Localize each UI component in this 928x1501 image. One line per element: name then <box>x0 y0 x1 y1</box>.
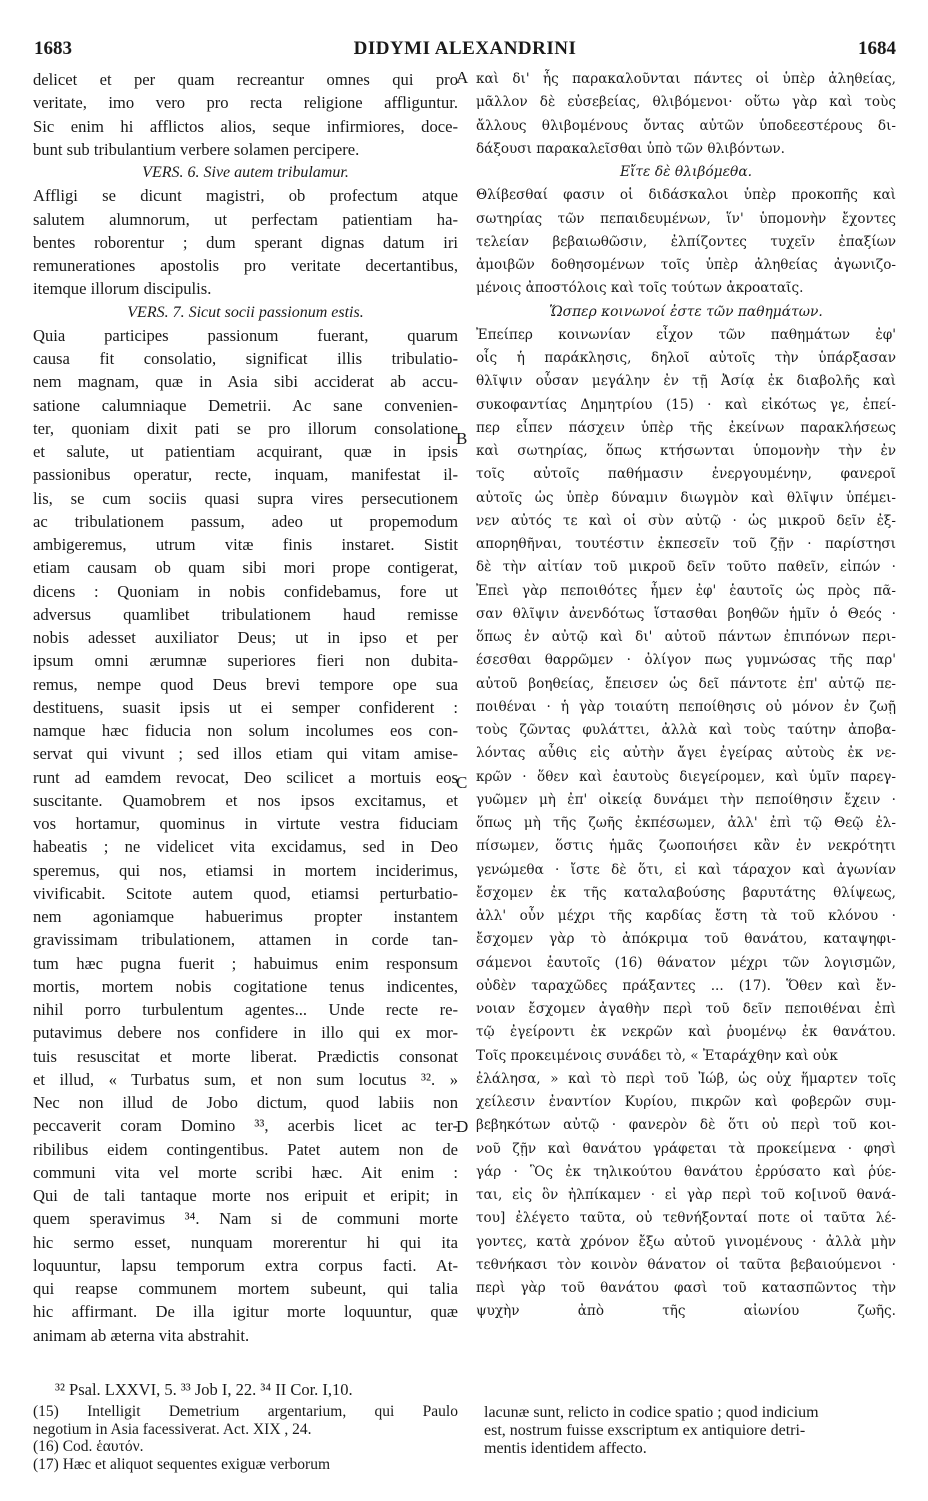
text-line: namque hæc fiducia non solum incolumes eos con- <box>33 721 458 740</box>
text-line: gravissimam tribulationem, attamen in corde tan- <box>33 930 458 950</box>
text-line: itemque illorum discipulis. <box>33 279 212 299</box>
text-line: ται, εἰς ὃν ἠλπίκαμεν · εἰ γὰρ περὶ τοῦ κο[ινοῦ θανά- <box>476 1187 896 1203</box>
margin-letter-b: B <box>456 429 468 448</box>
margin-letter-d: D <box>456 1117 469 1136</box>
text-line: habeatis ; ne videlicet vita excidamus, sed in Deo <box>33 837 458 857</box>
text-line: χείλεσιν ἐναντίον Κυρίου, πικρῶν καὶ φοβερῶν συμ- <box>476 1094 896 1110</box>
text-line: Ἐπεὶ γὰρ πεποιθότες ἦμεν ἐφ' ἑαυτοῖς ὡς πρὸς πᾶ- <box>476 582 896 599</box>
text-line: αὐτοῦ βοηθείας, ἔπεισεν ὡς δεῖ πάντοτε ἐπ' αὐτῷ πε- <box>476 675 896 692</box>
text-line: οὐδὲν ταραχῶδες πράξαντες ... (17). Ὅθεν καὶ ἔν- <box>476 977 896 994</box>
text-line: κρῶν · ὅθεν καὶ ἑαυτοὺς διεγείρομεν, καὶ ὑμῖν παρεγ- <box>476 768 896 785</box>
verse-heading: Εἴτε δὲ θλιβόμεθα. <box>619 164 753 180</box>
text-line: passionibus operatur, recte, inquam, manifestat il- <box>33 465 458 485</box>
text-line: ποιθέναι · ἡ γὰρ τοιαύτη πεποίθησις οὐ μόνον ἐν ζωῇ <box>476 698 896 715</box>
text-line: destituens, suasit ipsis ut ei semper confiderent : <box>33 697 458 717</box>
text-line: δὲ τὴν αἰτίαν τοῦ μικροῦ δεῖν τοῦτο παθεῖν, εἰπών · <box>476 559 896 576</box>
text-line: bentes roborentur ; dum sperant dignas datum iri <box>33 232 458 252</box>
verse-heading: Ὥσπερ κοινωνοί ἐστε τῶν παθημάτων. <box>549 303 823 320</box>
text-line: ψυχὴν ἀπὸ τῆς αἰωνίου ζωῆς. <box>476 1303 896 1320</box>
text-line: τελείαν βεβαιωθῶσιν, ἐλπίζοντες τυχεῖν ἐπαξίων <box>476 233 896 250</box>
text-line: σάμενοι ἑαυτοῖς (16) θάνατον μέχρι τῶν λογισμῶν, <box>476 954 896 971</box>
text-line: Quia participes passionum fuerant, quarum <box>33 325 458 345</box>
text-line: ἔσχομεν ἐκ τῆς καταλαβούσης βαρυτάτης θλίψεως, <box>476 884 896 901</box>
page-header <box>34 38 896 62</box>
text-line: καὶ δι' ἧς παρακαλοῦνται πάντες οἱ ὑπὲρ ἀληθείας, <box>476 71 896 87</box>
text-line: ἔσχομεν γὰρ τὸ ἀπόκριμα τοῦ θανάτου, καταψηφι- <box>476 931 896 948</box>
text-line: γοντες, κατὰ χρόνον ἔξω αὐτοῦ γινομένους · ἀλλὰ μὴν <box>476 1233 896 1250</box>
page-number-left: 1683 <box>34 38 72 59</box>
text-line: γάρ · Ὃς ἐκ τηλικούτου θανάτου ἐρρύσατο καὶ ῥύε- <box>476 1163 896 1180</box>
text-line: lacunæ sunt, relicto in codice spatio ; quod indicium <box>484 1404 819 1421</box>
text-line: συκοφαντίας Δημητρίου (15) · καὶ εἰκότως γε, ἐπεί- <box>476 396 896 413</box>
text-line: qui reapse communem mortem subeunt, qui talia <box>33 1279 458 1298</box>
margin-letter-c: C <box>456 773 468 792</box>
text-line: καὶ σωτηρίας, ὅπως κτήσωνται ὑπομονὴν τὴν ἐν <box>476 443 896 459</box>
text-line: ambigeremus, utrum vitæ finis instaret. Sistit <box>33 535 458 554</box>
text-line: causa fit consolatio, significat illis tribulatio- <box>33 349 458 368</box>
footnotes-right <box>484 1404 894 1458</box>
text-line: lis, se cum sociis quasi supra vires persecutionem <box>33 488 458 508</box>
text-line: νεν αὐτός τε καὶ οἱ σὺν αὐτῷ · ὡς μικροῦ δεῖν ἐξ- <box>476 512 896 529</box>
text-line: ἀμοιβῶν δοθησομένων τοῖς ὑπὲρ ἀληθείας ἀγωνιζο- <box>476 257 896 273</box>
running-title: DIDYMI ALEXANDRINI <box>353 38 577 59</box>
text-line: et illud, « Turbatus sum, et non sum locutus ³². » <box>33 1069 458 1089</box>
text-line: πίσωμεν, ὅστις ἡμᾶς ζωοποιήσει κἂν ἐν νεκρότητι <box>476 838 896 855</box>
text-line: adversus quamlibet tribulationem haud remisse <box>33 604 458 624</box>
text-line: ἀλλ' οὖν μέχρι τῆς καρδίας ἔστη τὰ τοῦ κλόνου · <box>476 908 896 924</box>
text-line: quem speravimus ³⁴. Nam si de communi morte <box>33 1209 458 1229</box>
text-line: satione calumniaque Demetrii. Ac sane convenien- <box>33 395 458 415</box>
text-line: nobis adesset auxiliator Deus; ut in ipso et per <box>33 628 458 647</box>
text-line: ἄλλους θλιβομένους ὄντας αὐτῶν ὑποδεεστέρους δι- <box>476 117 896 134</box>
text-line: nihil porro turbulentum agentes... Unde recte re- <box>33 1000 458 1019</box>
text-line: dicens : Quoniam in nobis confidebamus, fore ut <box>33 581 458 601</box>
text-line: γυῶμεν μὴ ἐπ' οἰκείᾳ δυνάμει τὴν πεποίθησιν ἔχειν · <box>476 791 896 808</box>
text-line: suscitante. Quamobrem et nos ipsos excitamus, et <box>33 790 458 810</box>
text-line: tum hæc pugna fuerit ; habuimus enim responsum <box>33 953 458 973</box>
text-line: μᾶλλον δὲ εὐσεβείας, θλιβόμενοι· οὕτω γὰρ καὶ τοὺς <box>476 94 896 111</box>
text-line: remunerationes apostolis pro veritate decertantibus, <box>33 256 458 275</box>
footnotes-left <box>33 1403 458 1473</box>
greek-column <box>476 68 896 1324</box>
text-line: est, nostrum fuisse exscriptum ex antiquiore detri- <box>484 1422 806 1439</box>
margin-letter-a: A <box>456 68 469 87</box>
text-line: ὅπως ἐν αὐτῷ καὶ δι' αὐτοῦ πάντων ἐπιπόνων περι- <box>476 629 896 645</box>
verse-heading: VERS. 6. Sive autem tribulamur. <box>142 164 349 181</box>
text-line: hic sermo esset, nunquam morerentur hi qui ita <box>33 1232 458 1252</box>
text-line: αὐτοῖς ὡς ὑπὲρ δύναμιν διωγμὸν καὶ θλῖψιν ὑπέμει- <box>476 489 896 506</box>
text-line: νοῦ ζῇν καὶ θανάτου γράφεται τὰ προκείμενα · φησὶ <box>476 1140 896 1157</box>
text-line: speremus, qui nos, etiamsi in mortem inciderimus, <box>33 860 458 880</box>
text-line: τοῖς αὐτοῖς παθήμασιν ἐνεργουμένην, φανεροῖ <box>476 466 896 483</box>
text-line: σαν θλῖψιν ἀνενδότως ἵστασθαι βοηθῶν ἡμῖν ὁ Θεός · <box>476 605 896 622</box>
text-line: peccaverit coram Domino ³³, acerbis licet ac ter- <box>33 1116 458 1136</box>
text-line: τοὺς ζῶντας φυλάττει, ἀλλὰ καὶ τοὺς ταύτην ἀποβα- <box>476 722 896 738</box>
text-line: μένοις ἀποστόλοις καὶ τοῖς τούτων ἀκροαταῖς. <box>476 280 804 297</box>
text-line: ac tribulationem passum, adeo ut propemodum <box>33 511 458 531</box>
verse-heading: VERS. 7. Sicut socii passionum estis. <box>127 303 364 321</box>
text-line: Nec non illud de Jobo dictum, quod labiis non <box>33 1093 458 1112</box>
text-line: τεθνήκασι τὸν κοινὸν θάνατον οἱ ταῦτα βεβαιούμενοι · <box>476 1256 896 1273</box>
text-line: runt ad eamdem revocat, Deo scilicet a mortuis eos <box>33 767 458 787</box>
text-line: et salute, ut patientiam acquirant, quæ in ipsis <box>33 442 458 461</box>
text-line: mortis, mortem nobis cogitatione tenus indicentes, <box>33 976 458 996</box>
text-line: vos hortamur, quominus in virtute vestra fiduciam <box>33 814 458 833</box>
text-line: loquuntur, lapsu temporum extra corpus facti. At- <box>33 1255 458 1275</box>
text-line: ἐλάλησα, » καὶ τὸ περὶ τοῦ Ἰώβ, ὡς οὐχ ἥμαρτεν τοῖς <box>476 1070 896 1087</box>
text-line: Ἐπείπερ κοινωνίαν εἶχον τῶν παθημάτων ἐφ' <box>476 326 896 343</box>
text-line: Affligi se dicunt magistri, ob profectum atque <box>33 186 458 206</box>
text-line: του] ἐλέγετο ταῦτα, οὐ τεθνήξονταί ποτε οἱ ταῦτα λέ- <box>476 1210 896 1227</box>
text-line: bunt sub tribulantium verbere solamen percipere. <box>33 139 360 159</box>
text-line: θλῖψιν οὖσαν μεγάλην ἐν τῇ Ἀσίᾳ ἐκ διαβολῆς καὶ <box>476 373 896 390</box>
text-line: salutem alumnorum, ut perfectam patientiam ha- <box>33 209 458 229</box>
scripture-references: ³² Psal. LXXVI, 5. ³³ Job I, 22. ³⁴ II Cor. I,10. <box>55 1380 353 1399</box>
text-line: communi vita vel morte scribi hæc. Ait enim : <box>33 1162 458 1182</box>
text-line: νοιαν ἔσχομεν ἀγαθὴν περὶ τοῦ δεῖν πεποιθέναι ἐπὶ <box>476 1001 896 1017</box>
text-line: nem magnam, quæ in Asia sibi acciderat ab accu- <box>33 372 458 392</box>
text-line: (15) Intelligit Demetrium argentarium, qui Paulo <box>33 1403 458 1420</box>
text-line: negotium in Asia facessiverat. Act. XIX , 24. <box>33 1420 312 1438</box>
text-line: ter, quoniam dixit pati se pro illorum consolatione <box>33 418 458 438</box>
text-line: etiam causam ob quam sibi mori prope contigerat, <box>33 558 458 578</box>
text-line: remus, nempe quod Deus brevi tempore ope sua <box>33 674 458 694</box>
text-line: έσεσθαι θαρρῶμεν · ὀλίγον πως γυμνώσας τῆς παρ' <box>476 652 896 669</box>
text-line: delicet et per quam recreantur omnes qui pro <box>33 70 458 89</box>
text-line: servat qui vivunt ; sed illos etiam qui vitam amise- <box>33 744 458 764</box>
text-line: βεβηκότων αὐτῷ · φανερὸν δὲ ὅτι οὐ περὶ τοῦ κοι- <box>476 1117 896 1134</box>
text-line: ipsum omni ærumnæ superiores fieri non dubita- <box>33 651 458 671</box>
text-line: (16) Cod. ἑαυτόν. <box>33 1438 144 1455</box>
text-line: ribilibus eidem contingentibus. Patet autem non de <box>33 1139 458 1159</box>
text-line: περ εἶπεν πάσχειν ὑπὲρ τῆς ἐκείνων παρακλήσεως <box>476 419 896 436</box>
text-line: tuis resuscitat et morte liberat. Prædictis consonat <box>33 1046 458 1066</box>
page-number-right: 1684 <box>858 38 896 59</box>
text-line: ὅπως μὴ τῆς ζωῆς ἐκπέσωμεν, ἀλλ' ἐπὶ τῷ Θεῷ ἐλ- <box>476 815 896 831</box>
text-line: λόντας αὖθις εἰς αὐτὴν ἄγει ἐγείρας αὐτοὺς ἐκ νε- <box>476 745 896 762</box>
text-line: animam ab æterna vita abstrahit. <box>33 1325 250 1345</box>
latin-column <box>33 68 458 1347</box>
text-line: οἷς ἡ παράκλησις, δηλοῖ αὐτοῖς τὴν ὑπάρξασαν <box>476 350 896 366</box>
text-line: τῷ ἐγείροντι ἐκ νεκρῶν καὶ ῥυομένῳ ἐκ θανάτου. <box>476 1024 896 1041</box>
text-line: δάξουσι παρακαλεῖσθαι ὑπὸ τῶν θλιβόντων. <box>476 140 785 157</box>
text-line: putavimus debere nos confidere in illo qui ex mor- <box>33 1023 458 1043</box>
text-line: (17) Hæc et aliquot sequentes exiguæ verborum <box>33 1455 331 1473</box>
text-line: απορηθῆναι, τουτέστιν ἐκπεσεῖν τοῦ ζῇν · παρίστησι <box>476 536 896 552</box>
text-line: veritate, imo vero pro recta religione affliguntur. <box>33 93 458 113</box>
text-line: Θλίβεσθαί φασιν οἱ διδάσκαλοι ὑπὲρ προκοπῆς καὶ <box>476 187 896 204</box>
text-line: περὶ γὰρ τοῦ θανάτου φασὶ τοῦ κατασπῶντος τὴν <box>476 1280 896 1296</box>
text-line: Qui de tali tantaque morte nos eripuit et eripit; in <box>33 1186 458 1205</box>
text-line: Τοῖς προκειμένοις συνάδει τὸ, « Ἐταράχθην καὶ οὐκ <box>476 1047 838 1064</box>
text-line: mentis identidem affecto. <box>484 1440 647 1457</box>
text-line: σωτηρίας τῶν πεπαιδευμένων, ἵν' ὑπομονὴν ἔχοντες <box>476 210 896 227</box>
text-line: γενώμεθα · ἴστε δὲ ὅτι, εἰ καὶ τάραχον καὶ ἀγωνίαν <box>476 861 896 878</box>
text-line: Sic enim hi afflictos alios, seque infirmiores, doce- <box>33 116 458 136</box>
text-line: vivificabit. Scitote autem quod, etiamsi perturbatio- <box>33 883 458 903</box>
text-line: hic affirmant. De illa igitur morte loquuntur, quæ <box>33 1302 458 1322</box>
text-line: nem agoniamque habuerimus propter instantem <box>33 907 458 926</box>
